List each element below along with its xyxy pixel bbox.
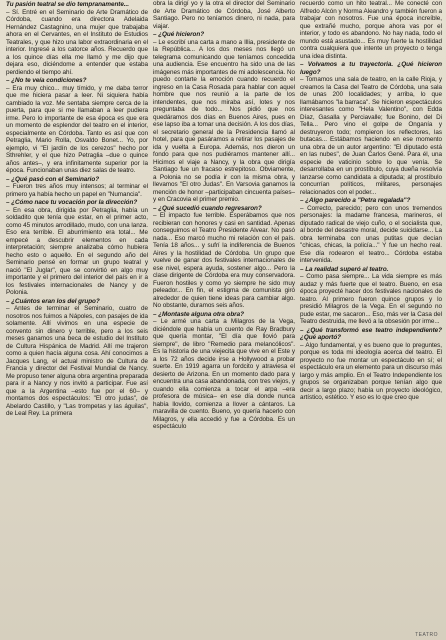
interview-answer: recuerdo como un hito teatral... Me conecté con Alfredo Alcón y Norma Aleandro y también fueron a trabajar con nosotros. Fue una época increíble, que extrañé mucho, porque ahora vas por el interior, y todo es abandono. No hay nada, todo el mundo está asustado... Es muy fuerte la hostilidad contra cualquiera que intente un proyecto o tenga una idea distinta. <box>300 0 442 60</box>
interview-answer: – El impacto fue terrible. Esperábamos que nos recibieran con honores y casi en santidad. Apenas conseguimos el Teatro Presidente Alvear. No pasó nada... Eso marcó mucho mi relación con el país. Tenía 18 años... y sufrí la indiferencia de Buenos Aires y la hostilidad de Córdoba. Un grupo que vuelve de ganar dos festivales internacionales de ese nivel, espera ayuda, sostener algo... Pero la clase dirigente de Córdoba era muy conservadora. Fueron hostiles y como yo siempre he sido muy peleador... En fin, el estigma de comunista giró alrededor de quien tiene ideas para cambiar algo. No obstante, duramos seis años. <box>153 212 295 309</box>
interview-answer: – Fueron tres años muy intensos; al terminar el primero ya había hecho un papel en "Numancia". <box>6 183 148 198</box>
interview-question: – La realidad superó al teatro. <box>300 265 389 273</box>
column-2 <box>153 0 295 640</box>
interview-question: – ¿Qué pasó con el Seminario? <box>6 175 100 183</box>
interview-question: – ¿Algo parecido a "Petra regalada"? <box>300 197 411 204</box>
interview-question: – ¿Cómo nace tu vocación por la dirección? <box>6 199 138 206</box>
article-columns <box>6 0 442 640</box>
interview-question: – ¿No te veía condiciones? <box>6 77 87 84</box>
interview-question: Tu pasión teatral se dio tempranamente... <box>6 1 129 8</box>
interview-answer: – Le armé una carta a Milagros de la Vega, diciéndole que había un cuento de Ray Bradbury que quería montar, "El día que llovió para siempre", de libro "Remedio para melancólicos". Es la historia de una viejecita que vive en el Este y a los 72 años decide irse a Hollywood a probar suerte. En 1919 agarra un fordcito y atraviesa el desierto de Arizona. En un momento dado para y encuentra una casa abandonada, con tres viejos, y cuando ella comienza a tocar el arpa –era profesora de música– en ese día donde nunca había llovido, comienza a llover a cántaros. La maravilla de cuento. Bueno, yo quería hacerlo con Milagros, y ella accedió y fue a Córdoba. Es un espectáculo <box>153 318 295 430</box>
interview-answer: – Le escribí una carta a mano a Illia, presidente de la República... A los dos meses nos llegó un telegrama comunicando que teníamos concedida una audiencia. Ese encuentro ha sido una de las imágenes más importantes de mi adolescencia. No puedo contarte la emoción cuando recuerdo el ingreso en la Casa Rosada para hablar con aquel hombre que nos reunió a la parte de los intendentes, que nos miraba así, lotes y nos preguntaba de todo... Nos pidió que nos quedáramos dos días en Buenos Aires, pues en ese lapso iba a tomar una decisión. A los dos días, el secretario general de la Presidencia llamó al hotel, para que pasáramos a retirar los pasajes de ida y vuelta a Europa. Además, nos dieron un fondo para que nos pudiéramos mantener allí... Hicimos el viaje a Nancy, y la obra que dirigía Santiago fue un fracaso estrepitoso. Obviamente, a Polonia no se podía ir con la misma obra, y llevamos "El otro Judas". En Varsovia ganamos la mención de honor –participaban cincuenta países– y en Cracovia el primer premio. <box>153 38 295 203</box>
interview-question: – ¿Montaste alguna otra obra? <box>153 310 244 318</box>
interview-answer: – Era muy chico... muy tímido, y me daba terror que me hiciera pasar a leer. Ni siquiera había cambiado la voz. Me sentaba siempre cerca de la puerta, para que si me llamaban a leer pudiera irme. Pero lo importante de esa época es que era un momento de esplendor del teatro en el interior, especialmente en Córdoba. Tanto es así que con Petraglia, Mario Rolla, Osvaldo Bonet... Yo, por ejemplo, vi "El jardín de los cerezos" hecho por Sthrehler, y el que hizo Petraglia –due o quince años antes–, y era infinitamente superior por la época. Funcionaban unas diez salas de teatro. <box>6 84 148 174</box>
interview-question: – Volvamos a tu trayectoria. ¿Qué hicieron luego? <box>300 61 442 76</box>
column-3 <box>300 0 442 640</box>
interview-answer: – Antes de terminar el Seminario, cuatro de nosotros nos fuimos a Nápoles, con pasajes de ida solamente. Allí vivimos en una especie de convento sin dinero y terrible, pero a los seis meses ganamos una beca de estudio del Instituto de Cultura Hispánica de Madrid. Allí me trajeron como a quien hacía alguna cosa. Ahí conocimos a Jacques Lang, el actual ministro de Cultura de Francia y director del Festival Mundial de Nancy. Me propuso tener alguna obra argentina preparada para ir a Nancy y nos invitó a participar. Fue así que a la Argentina –esto fue por el 60– y montamos dos espectáculos: "El otro judas", de Abelardo Castillo, y "Las trompetas y las águilas", de Leal Rey. La primera <box>6 305 148 417</box>
interview-question: – ¿Qué hicieron? <box>153 31 205 38</box>
interview-answer: – Correcto, parecido; pero con unos tremendos personajes: la madame francesa, marineros, el diputado radical de viejo cuño, o el socialista que, al borde del desastre moral, decide suicidarse... La obra terminaba con unas putitas que decían "chicas, chicas, la policía..." Y fue un hecho real. Ese día rodearon el teatro... Córdoba estaba intervenida. <box>300 204 442 264</box>
interview-question: – ¿Qué transformó ese teatro independiente? ¿Qué aportó? <box>300 326 442 341</box>
interview-answer: – Tomamos una sala de teatro, en la calle Rioja, y creamos la Casa del Teatro de Córdoba, una sala de unas 200 localidades; y arriba, lo que llamábamos "la barraca". Se hicieron espectáculos interesantes como "Hela Valentino", con Edda Díaz, Gasalla y Perciavalle; fue Bonino, del Di Tella... Pero vino el golpe de Onganía y destruyeron todo; rompieron los reflectores, las butacas... Estábamos haciendo en ese momento una obra de un autor argentino: "El diputado está en las nubes", de Juan Carlos Gené. Para él, una especie de vaticinio sobre lo que venía. Se desarrollaba en un prostíbulo, cuya dueña resolvía lanzarse como candidata a diputada; al prostíbulo concurrían políticos, militares, personajes relacionados con el poder... <box>300 76 442 196</box>
interview-answer: – Sí. Entré en el Seminario de Arte Dramático de Córdoba, cuando era directora Adelaida Hernández Castagnino, una mujer que trabajaba ahora en el Cervantes, en el Instituto de Estudios Teatrales, y que hizo una labor extraordinaria en el interior. Ingresé a los catorce años. Recuerdo que a los quince días ella me llamó y me dijo que dejara eso, diciéndome a entender que estaba perdiendo el tiempo ahí. <box>6 8 148 76</box>
interview-answer: – Como pasa siempre... La vida siempre es más audaz y más fuerte que el teatro. Bueno, en esa época proyecté hacer dos festivales nacionales de teatro. Al primero fueron quince grupos y lo presidió Milagros de la Vega. En el segundo no pude estar, me sacaron... Eso, más ver la Casa del Teatro destruida, me llevó a la obsesión por irme... <box>300 273 442 325</box>
column-1 <box>6 0 148 640</box>
interview-question: – ¿Qué sucedió cuando regresaron? <box>153 204 262 212</box>
interview-answer: – En esa obra, dirigida por Petraglia, había un soldadito que tenía que estar, en el primer acto, como 45 minutos arrodillado, mudo, con una lanza. Eso era terrible. El aburrimiento era total... Me empecé a descubrir elementos en cada interpretación; siempre analizaba cómo hubiera hecho esto o aquello. En el segundo año del Seminario pensé en formar un grupo teatral y nació "El Juglar", que se convirtió en algo muy importante y el primero del interior del país en ir a los festivales internacionales de Nancy y de Polonia. <box>6 206 148 296</box>
page-footer: TEATRO <box>415 632 438 638</box>
interview-answer: obra la dirigí yo y la otra el director del Seminario de Arte Dramático de Córdoba, José Alberto Santiago. Pero no teníamos dinero, ni nada, para viajar. <box>153 0 295 30</box>
interview-question: – ¿Cuántos eran los del grupo? <box>6 297 100 305</box>
interview-answer: – Algo fundamental, y es bueno que lo preguntes, porque es toda mi ideología acerca del teatro. El proyecto no fue montar un espectáculo en sí; el espectáculo era un elemento para un discurso más largo y más amplio. En el Teatro Independiente los grupos se organizaban porque tenían algo que decir a largo plazo; había un proyecto ideológico, artístico, estético. Y eso es lo que creo que <box>300 341 442 401</box>
